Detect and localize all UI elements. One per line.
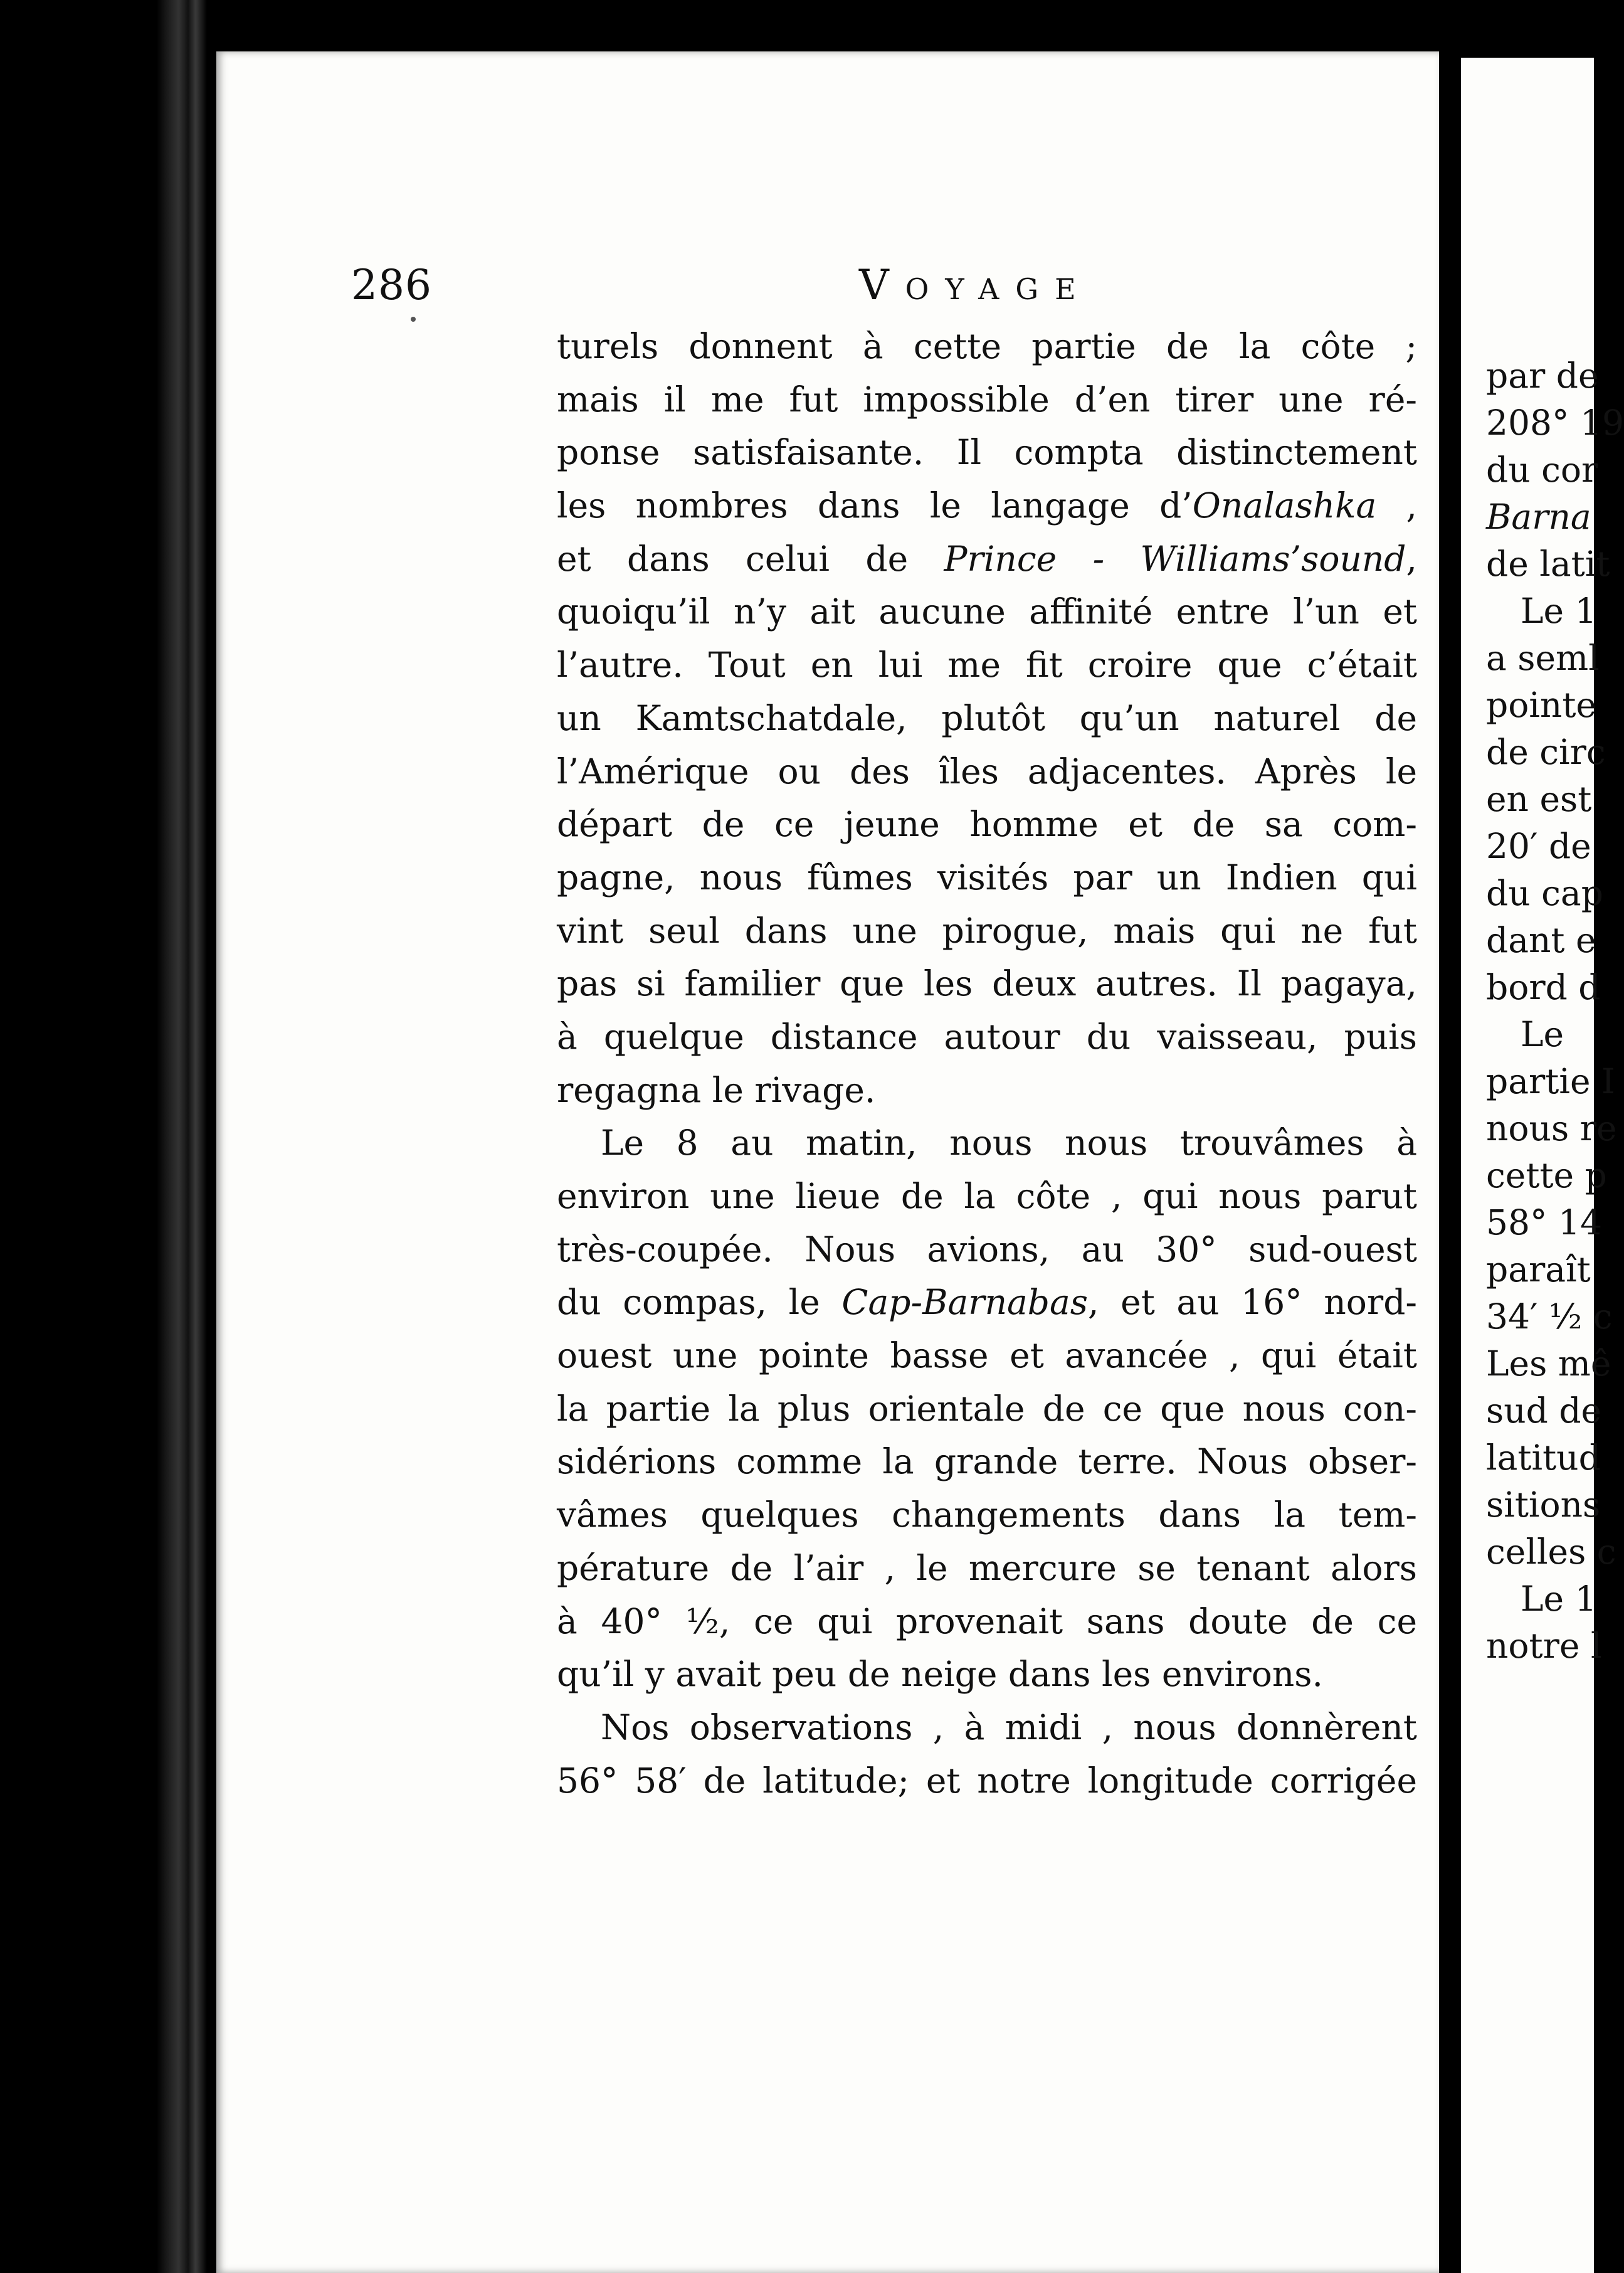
text-run: paraît xyxy=(1486,1249,1591,1290)
next-page-line xyxy=(1486,1576,1624,1623)
text-line xyxy=(557,320,1417,373)
text-run: Nos observations , à midi , nous donnèrent xyxy=(601,1707,1417,1747)
text-run: du cap xyxy=(1486,873,1603,913)
text-line xyxy=(557,692,1417,745)
text-line xyxy=(557,532,1417,586)
text-run: Le xyxy=(1521,1014,1564,1054)
text-run: environ une lieue de la côte , qui nous parut xyxy=(557,1176,1417,1216)
page-header xyxy=(351,254,1166,323)
text-run: et dans celui de xyxy=(557,538,944,579)
next-page-line xyxy=(1486,682,1624,729)
text-run: les nombres dans le langage d’ xyxy=(557,485,1193,526)
text-line xyxy=(557,1488,1417,1542)
text-run: du compas, le xyxy=(557,1282,842,1323)
text-line xyxy=(557,1595,1417,1648)
text-line xyxy=(557,1010,1417,1064)
text-run: Le 8 au matin, nous nous trouvâmes à xyxy=(601,1123,1417,1163)
text-line xyxy=(557,638,1417,692)
text-line xyxy=(557,851,1417,904)
text-line xyxy=(557,798,1417,851)
text-line xyxy=(557,426,1417,479)
text-line xyxy=(557,1542,1417,1595)
text-line xyxy=(557,1701,1417,1754)
text-run: très-coupée. Nous avions, au 30° sud-ouest xyxy=(557,1229,1417,1269)
next-page-line xyxy=(1486,447,1624,494)
text-run: départ de ce jeune homme et de sa com- xyxy=(557,804,1417,845)
next-page-line xyxy=(1486,776,1624,823)
next-page-line xyxy=(1486,1387,1624,1434)
text-run: la partie la plus orientale de ce que nous con- xyxy=(557,1388,1417,1429)
text-run: quoiqu’il n’y ait aucune affinité entre l’un et xyxy=(557,591,1417,632)
next-page-line xyxy=(1486,588,1624,635)
text-run: , xyxy=(1406,538,1417,579)
text-run: pérature de l’air , le mercure se tenant alors xyxy=(557,1547,1417,1588)
italic-text: Barna xyxy=(1486,497,1591,537)
text-run: 34′ ½ c xyxy=(1486,1296,1613,1337)
next-page-line xyxy=(1486,1105,1624,1152)
text-run: à 40° ½, ce qui provenait sans doute de ce xyxy=(557,1601,1417,1641)
text-line xyxy=(557,479,1417,532)
next-page-line xyxy=(1486,1011,1624,1058)
next-page-line xyxy=(1486,1529,1624,1576)
text-run: sitions xyxy=(1486,1485,1601,1525)
dust-speck xyxy=(411,317,416,322)
text-run: à quelque distance autour du vaisseau, puis xyxy=(557,1016,1417,1057)
text-line xyxy=(557,373,1417,427)
text-run: mais il me fut impossible d’en tirer une ré- xyxy=(557,379,1417,420)
text-line xyxy=(557,585,1417,638)
text-line xyxy=(557,1064,1417,1117)
text-run: ponse satisfaisante. Il compta distinctement xyxy=(557,432,1417,473)
next-page-line xyxy=(1486,494,1624,541)
text-run: Le 1 xyxy=(1521,591,1597,631)
text-line xyxy=(557,1435,1417,1488)
text-line xyxy=(557,957,1417,1010)
text-run: a seml xyxy=(1486,638,1600,678)
body-text xyxy=(557,320,1417,1807)
text-run: l’Amérique ou des îles adjacentes. Après le xyxy=(557,751,1417,792)
right-page-text xyxy=(1486,352,1624,1670)
text-run: pointe xyxy=(1486,685,1596,725)
text-run: l’autre. Tout en lui me fit croire que c’était xyxy=(557,645,1417,686)
next-page-line xyxy=(1486,1152,1624,1199)
running-head: Voyage xyxy=(859,261,1092,309)
text-run: pas si familier que les deux autres. Il pagaya, xyxy=(557,963,1417,1004)
text-run: , et au 16° nord- xyxy=(1088,1282,1417,1323)
next-page-line xyxy=(1486,1434,1624,1481)
text-run: dant e xyxy=(1486,920,1596,960)
text-run: 56° 58′ de latitude; et notre longitude corrigée xyxy=(557,1760,1417,1801)
text-run: latitud xyxy=(1486,1438,1601,1478)
text-run: de circ xyxy=(1486,732,1606,772)
text-run: qu’il y avait peu de neige dans les environs. xyxy=(557,1654,1324,1695)
text-run: pagne, nous fûmes visités par un Indien qui xyxy=(557,857,1417,898)
text-line xyxy=(557,745,1417,798)
next-page-line xyxy=(1486,870,1624,917)
text-line xyxy=(557,1382,1417,1436)
text-run: 58° 14 xyxy=(1486,1202,1602,1242)
text-run: bord d xyxy=(1486,967,1601,1007)
text-run: notre l xyxy=(1486,1626,1602,1666)
text-run: vint seul dans une pirogue, mais qui ne fut xyxy=(557,910,1417,951)
scan-edge-shadow xyxy=(0,0,216,2273)
right-page-fragment xyxy=(1461,58,1624,2273)
text-line xyxy=(557,1329,1417,1382)
next-page-line xyxy=(1486,1199,1624,1246)
text-run: de latit xyxy=(1486,544,1610,584)
text-run: sidérions comme la grande terre. Nous obser- xyxy=(557,1441,1417,1482)
text-line xyxy=(557,1170,1417,1223)
text-line xyxy=(557,1223,1417,1276)
text-line xyxy=(557,1648,1417,1701)
text-run: sud de xyxy=(1486,1391,1602,1431)
text-run: regagna le rivage. xyxy=(557,1069,876,1110)
next-page-line xyxy=(1486,964,1624,1011)
text-line xyxy=(557,1754,1417,1808)
text-run: du cor xyxy=(1486,450,1598,490)
text-run: , xyxy=(1376,485,1417,526)
text-run: vâmes quelques changements dans la tem- xyxy=(557,1495,1417,1535)
page-number: 286 xyxy=(351,261,432,309)
text-line xyxy=(557,904,1417,958)
next-page-line xyxy=(1486,1340,1624,1387)
text-run: Les mê xyxy=(1486,1343,1611,1384)
next-page-line xyxy=(1486,1481,1624,1529)
text-run: 208° 19 xyxy=(1486,403,1624,443)
italic-text: Prince - Williams’sound xyxy=(944,538,1406,579)
next-page-line xyxy=(1486,1293,1624,1340)
text-run: celles c xyxy=(1486,1532,1616,1572)
italic-text: Onalashka xyxy=(1192,485,1377,526)
text-run: par de xyxy=(1486,356,1599,396)
next-page-line xyxy=(1486,635,1624,682)
next-page-line xyxy=(1486,1246,1624,1293)
text-run: Le 1 xyxy=(1521,1579,1597,1619)
next-page-line xyxy=(1486,541,1624,588)
text-run: ouest une pointe basse et avancée , qui était xyxy=(557,1335,1417,1376)
text-run: un Kamtschatdale, plutôt qu’un naturel de xyxy=(557,697,1417,738)
text-line xyxy=(557,1276,1417,1329)
text-run: nous re xyxy=(1486,1108,1617,1148)
next-page-line xyxy=(1486,400,1624,447)
text-run: en est xyxy=(1486,779,1592,819)
next-page-line xyxy=(1486,917,1624,964)
text-run: cette p xyxy=(1486,1155,1607,1195)
text-line xyxy=(557,1116,1417,1170)
text-run: turels donnent à cette partie de la côte ; xyxy=(557,326,1417,366)
book-gutter xyxy=(1439,0,1461,2273)
next-page-line xyxy=(1486,1058,1624,1105)
next-page-line xyxy=(1486,352,1624,400)
text-run: 20′ de xyxy=(1486,826,1591,866)
italic-text: Cap-Barnabas xyxy=(841,1282,1089,1323)
next-page-line xyxy=(1486,1623,1624,1670)
next-page-line xyxy=(1486,823,1624,870)
text-run: partie I xyxy=(1486,1061,1615,1101)
next-page-line xyxy=(1486,729,1624,776)
